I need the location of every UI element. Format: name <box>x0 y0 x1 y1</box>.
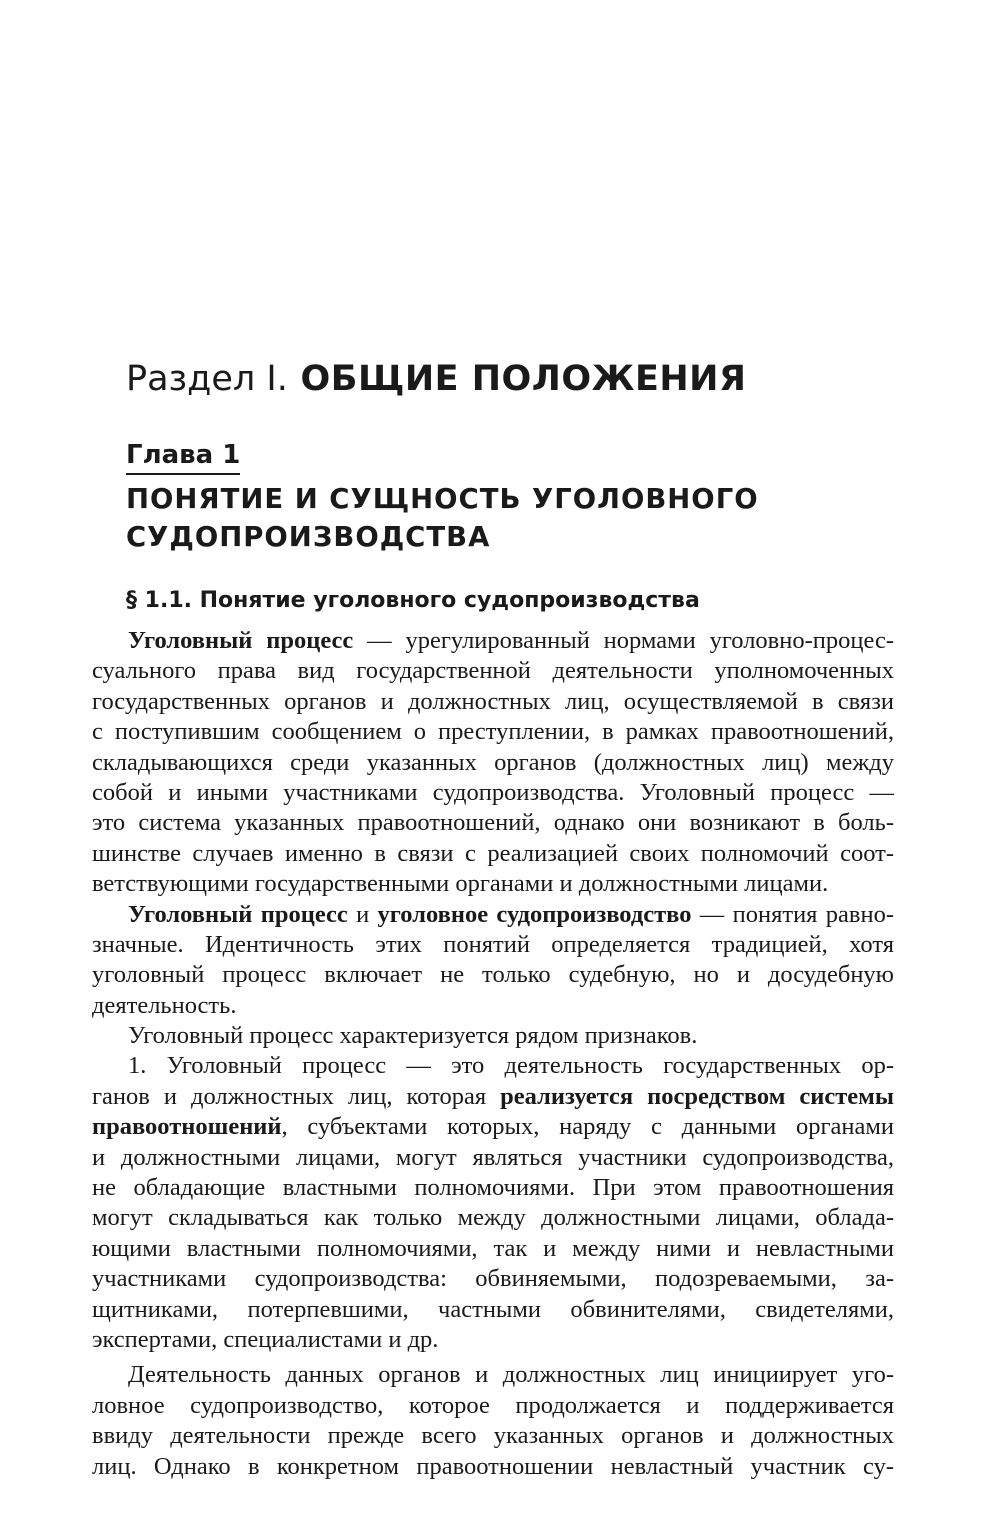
text-line: экспертами, специалистами и др. <box>92 1325 439 1353</box>
section-title <box>126 355 906 403</box>
text-line: деятельность. <box>92 991 237 1019</box>
text-line: лиц. Однако в конкретном правоотношении невластный участник су- <box>92 1452 894 1480</box>
text-line: ввиду деятельности прежде всего указанных органов и должностных <box>92 1422 894 1450</box>
chapter-title-line: СУДОПРОИЗВОДСТВА <box>126 521 491 553</box>
text-line: складывающихся среди указанных органов (должностных лиц) между <box>92 748 894 776</box>
text-line: могут складываться как только между должностными лицами, облада- <box>92 1204 894 1232</box>
text-line: ветствующими государственными органами и должностными лицами. <box>92 870 829 898</box>
text-line: значные. Идентичность этих понятий определяется традицией, хотя <box>92 930 894 958</box>
term-bold: Уголовный процесс <box>128 627 354 654</box>
chapter-title-line: ПОНЯТИЕ И СУЩНОСТЬ УГОЛОВНОГО <box>126 483 759 515</box>
chapter-label: Глава 1 <box>126 438 240 475</box>
text-line: Уголовный процесс характеризуется рядом признаков. <box>128 1022 698 1050</box>
term-bold: Уголовный процесс <box>128 900 348 928</box>
text-line: с поступившим сообщением о преступлении, в рамках правоотношений, <box>92 718 894 746</box>
text-line: правоотношений, субъектами которых, наряду с данными органами <box>92 1113 894 1141</box>
text-line: ющими властными полномочиями, так и между ними и невластными <box>92 1234 894 1262</box>
section-label: Раздел I. <box>126 359 288 399</box>
text-line: ганов и должностных лиц, которая реализуется посредством системы <box>92 1082 895 1110</box>
text-line: Деятельность данных органов и должностных лиц инициирует уго- <box>128 1361 894 1389</box>
text-line: собой и иными участниками судопроизводства. Уголовный процесс — <box>92 778 894 806</box>
text-line: это система указанных правоотношений, однако они возникают в боль- <box>92 809 894 837</box>
text-line: и должностными лицами, могут являться участники судопроизводства, <box>92 1143 894 1171</box>
text-line: суального права вид государственной деятельности уполномоченных <box>92 657 894 685</box>
text-line: ловное судопроизводство, которое продолжается и поддерживается <box>92 1391 894 1419</box>
text-line: уголовный процесс включает не только судебную, но и досудебную <box>92 961 894 989</box>
section-title-text: ОБЩИЕ ПОЛОЖЕНИЯ <box>300 359 747 399</box>
term-bold: уголовное судопроизводство <box>377 900 692 928</box>
text-line: щитниками, потерпевшими, частными обвинителями, свидетелями, <box>92 1295 894 1323</box>
chapter-title <box>126 480 906 556</box>
term-bold: реализуется посредством системы <box>500 1082 895 1110</box>
body-text <box>92 626 894 1482</box>
text-line: Уголовный процесс — урегулированный нормами уголовно-процес- <box>128 627 895 654</box>
text-line: участниками судопроизводства: обвиняемыми, подозреваемыми, за- <box>92 1265 894 1293</box>
text-line: не обладающие властными полномочиями. При этом правоотношения <box>92 1174 894 1202</box>
text-line: государственных органов и должностных лиц, осуществляемой в связи <box>92 687 894 715</box>
term-bold: правоотношений <box>92 1113 282 1141</box>
text-line: шинстве случаев именно в связи с реализацией своих полномочий соот- <box>92 839 894 867</box>
paragraph-heading: § 1.1. Понятие уголовного судопроизводства <box>126 588 700 613</box>
text-line: Уголовный процесс и уголовное судопроизводство — понятия равно- <box>128 900 894 928</box>
text-line: 1. Уголовный процесс — это деятельность государственных ор- <box>128 1052 894 1080</box>
